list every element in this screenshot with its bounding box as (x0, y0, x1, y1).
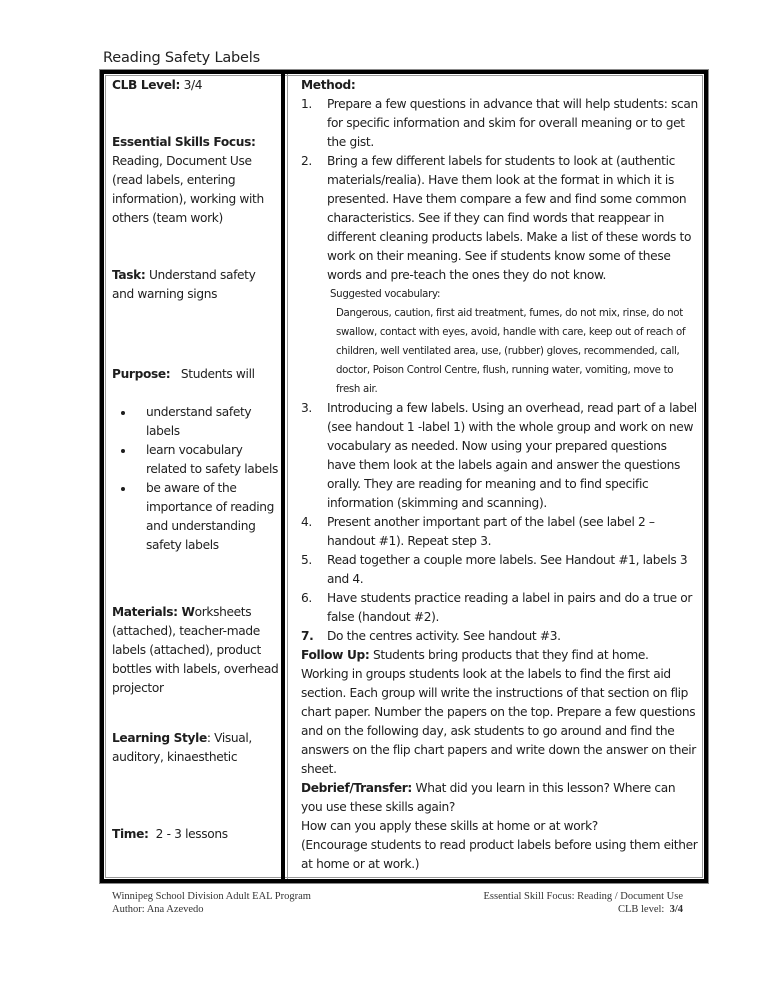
purpose-section (112, 365, 280, 555)
learning-style-label: Learning Style (112, 731, 207, 745)
vocabulary-title: Suggested vocabulary: (330, 289, 441, 300)
purpose-item: learn vocabulary related to safety labels (112, 441, 280, 479)
step-number: 1. (301, 97, 312, 111)
skills-focus-section (112, 133, 280, 228)
debrief-section (301, 779, 698, 874)
clb-level-label: CLB Level: (112, 78, 181, 92)
method-step (301, 399, 698, 513)
materials-section (112, 603, 280, 698)
vocabulary-words: Dangerous, caution, first aid treatment, fumes, do not mix, rinse, do not swallow, contact with eyes, avoid, handle with care, keep out of reach of children, well ventilated area, use, (rubber) gloves, recommended, call, doctor, Poison Control Centre, flush, running water, vomiting, move to fresh air. (336, 308, 686, 395)
follow-up-section (301, 646, 698, 779)
step-text: Prepare a few questions in advance that will help students: scan for specific information and skim for overall meaning or to get the gist. (327, 97, 698, 149)
purpose-item: be aware of the importance of reading and understanding safety labels (112, 479, 280, 555)
debrief-note: (Encourage students to read product labels before using them either at home or at work.) (301, 838, 698, 871)
follow-up-text: Students bring products that they find at home. Working in groups students look at the labels to find the first aid section. Each group will write the instructions of that section on flip chart paper. Number the papers on the top. Prepare a few questions and on the following day, ask students to go around and find the answers on the flip chart papers and write down the answer on their sheet. (301, 648, 696, 776)
step-text: Present another important part of the label (see label 2 – handout #1). Repeat step 3. (327, 515, 655, 548)
skills-focus-value: Reading, Document Use (read labels, entering information), working with others (team work) (112, 154, 264, 225)
suggested-vocabulary (301, 285, 698, 399)
footer-clb-level (423, 903, 683, 916)
clb-level-value: 3/4 (180, 78, 203, 92)
footer-right (423, 890, 683, 916)
left-column (104, 74, 285, 879)
task-section (112, 266, 280, 304)
learning-style-value: : Visual, auditory, kinaesthetic (112, 731, 252, 764)
skills-focus-label: Essential Skills Focus: (112, 135, 256, 149)
footer-skill-focus: Essential Skill Focus: Reading / Document Use (483, 891, 683, 902)
time-label: Time: (112, 827, 149, 841)
method-step (301, 513, 698, 551)
step-text: Read together a couple more labels. See Handout #1, labels 3 and 4. (327, 553, 688, 586)
step-text: Introducing a few labels. Using an overhead, read part of a label (see handout 1 -label 1) with the whole group and work on new vocabulary as needed. Now using your prepared questions have them look at the labels again and answer the questions orally. They are reading for meaning and to find specific information (skimming and scanning). (327, 401, 697, 510)
materials-label: Materials: W (112, 605, 195, 619)
footer-clb-label: CLB level: (617, 904, 670, 915)
step-number: 4. (301, 515, 312, 529)
method-step (301, 589, 698, 627)
debrief-text: What did you learn in this lesson? Where can you use these skills again? (301, 781, 676, 814)
step-number: 6. (301, 591, 312, 605)
method-step (301, 551, 698, 589)
task-label: Task: (112, 268, 146, 282)
method-label: Method: (301, 78, 356, 92)
method-step (301, 627, 698, 646)
method-steps-continued (301, 399, 698, 646)
task-value: Understand safety and warning signs (112, 268, 256, 301)
purpose-list (112, 403, 280, 555)
purpose-value: Students will (170, 367, 255, 381)
step-number: 5. (301, 553, 312, 567)
debrief-question: How can you apply these skills at home or at work? (301, 819, 598, 833)
time-value: 2 - 3 lessons (148, 827, 228, 841)
method-step (301, 152, 698, 285)
document-title: Reading Safety Labels (103, 50, 260, 66)
step-text: Do the centres activity. See handout #3. (327, 629, 561, 643)
method-steps (301, 95, 698, 285)
debrief-label: Debrief/Transfer: (301, 781, 412, 795)
footer-left (112, 890, 311, 916)
time-section (112, 825, 280, 844)
step-text: Have students practice reading a label in pairs and do a true or false (handout #2). (327, 591, 693, 624)
clb-level-section (112, 76, 280, 95)
purpose-item: understand safety labels (112, 403, 280, 441)
step-number: 7. (301, 629, 314, 643)
materials-value: orksheets (attached), teacher-made labels (attached), product bottles with labels, overhead projector (112, 605, 279, 695)
footer-clb-value: 3/4 (669, 904, 683, 915)
step-text: Bring a few different labels for students to look at (authentic materials/realia). Have them look at the format in which it is presented. Have them compare a few and find some common characteristics. See if they can find words that reappear in different cleaning products labels. Make a list of these words to work on their meaning. See if students know some of these words and pre-teach the ones they do not know. (327, 154, 692, 282)
method-section (301, 76, 698, 874)
right-column (293, 74, 704, 879)
step-number: 3. (301, 401, 312, 415)
lesson-plan-table (100, 70, 708, 883)
step-number: 2. (301, 154, 312, 168)
follow-up-label: Follow Up: (301, 648, 370, 662)
method-step (301, 95, 698, 152)
purpose-label: Purpose: (112, 367, 171, 381)
footer-author: Author: Ana Azevedo (112, 904, 204, 915)
footer-program: Winnipeg School Division Adult EAL Program (112, 891, 311, 902)
learning-style-section (112, 729, 280, 767)
